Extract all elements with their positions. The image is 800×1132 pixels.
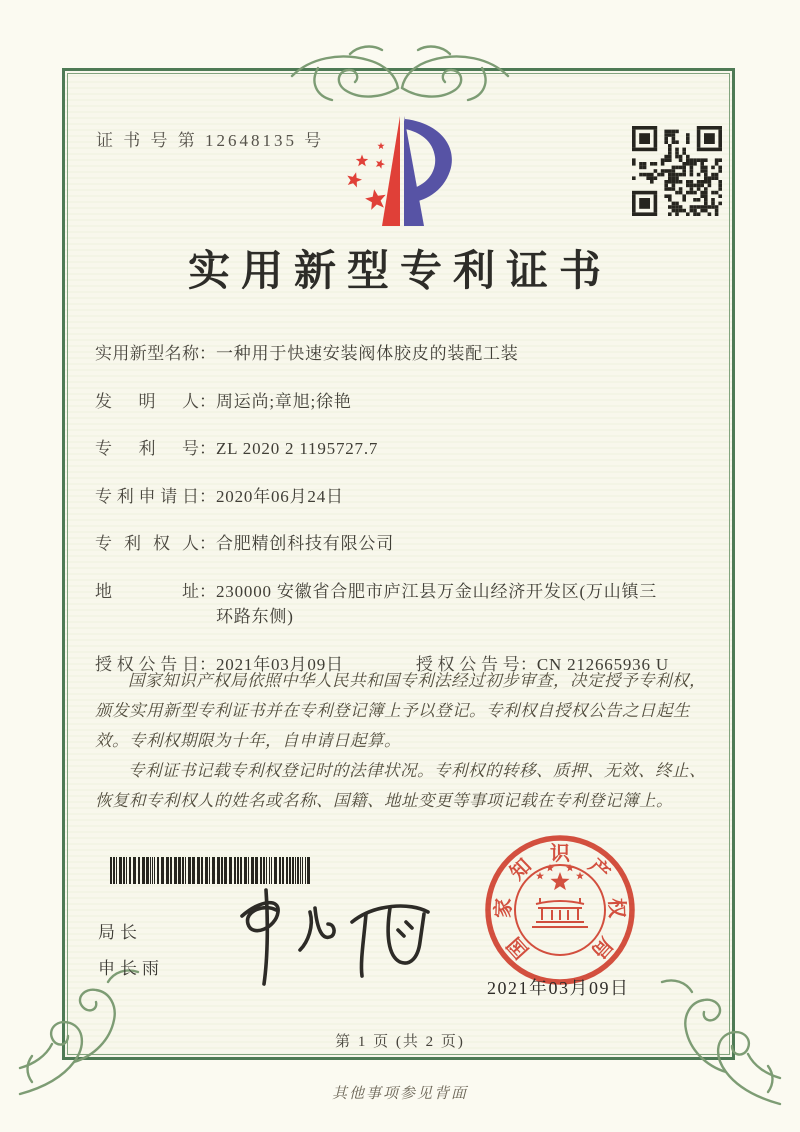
seal-date: 2021年03月09日 [487,978,630,998]
field-label: 授权公告日 [95,654,199,674]
field-value: CN 212665936 U [536,654,669,674]
director-title: 局长 [98,923,142,942]
field-value: ZL 2020 2 1195727.7 [216,439,379,458]
field-row-inventors [95,389,713,415]
svg-text:产: 产 [584,854,614,885]
field-label: 发明人 [95,391,199,411]
logo-tower-left [382,116,400,226]
field-value: 周运尚;章旭;徐艳 [216,391,352,411]
qr-code [632,126,722,216]
field-label: 专利申请日 [95,486,199,506]
svg-text:权: 权 [604,897,628,919]
colon: ： [199,439,216,458]
colon: ： [199,344,216,363]
colon: ： [199,391,216,411]
colon: ： [199,486,216,506]
cnipa-logo [334,112,470,232]
field-label: 实用新型名称 [95,344,199,363]
field-value: 一种用于快速安装阀体胶皮的装配工装 [216,344,519,363]
colon: ： [199,654,216,674]
field-row-patentee [95,531,713,557]
field-row-patent-number [95,436,713,462]
svg-text:知: 知 [506,854,536,885]
svg-text:国: 国 [503,932,534,963]
field-row-filing-date [95,484,713,510]
back-note: 其他事项参见背面 [331,1086,468,1102]
director-signature [212,878,447,996]
certificate-number: 证 书 号 第 12648135 号 [96,131,325,150]
field-row-address [95,579,713,630]
colon: ： [519,654,537,674]
field-label: 授权公告号 [415,654,520,674]
certificate-title: 实用新型专利证书 [187,249,612,295]
director-name: 申长雨 [98,959,164,978]
field-value: 230000 安徽省合肥市庐江县万金山经济开发区(万山镇三环路东侧) [216,581,658,626]
field-list [95,341,713,677]
colon: ： [199,581,216,601]
field-row-name [95,341,713,367]
legal-paragraph-1: 国家知识产权局依照中华人民共和国专利法经过初步审查，决定授予专利权，颁发实用新型专利证书并在专利登记簿上予以登记。专利权自授权公告之日起生效。专利权期限为十年，自申请日起算。 [95,671,706,751]
legal-text [95,666,713,816]
svg-text:识: 识 [550,843,570,865]
colon: ： [199,534,216,553]
legal-paragraph-2: 专利证书记载专利权登记时的法律状况。专利权的转移、质押、无效、终止、恢复和专利权人的姓名或名称、国籍、地址变更等事项记载在专利登记簿上。 [95,761,706,811]
field-label: 专利权人 [95,534,199,553]
svg-text:局: 局 [586,932,617,963]
page-number: 第 1 页 (共 2 页) [335,1034,465,1050]
field-label: 地址 [95,581,199,601]
svg-text:家: 家 [492,897,516,919]
seal-emblem-gate-icon [532,898,588,927]
field-value: 2021年03月09日 [216,654,344,674]
official-seal [478,828,642,992]
field-value: 合肥精创科技有限公司 [216,534,394,553]
field-value: 2020年06月24日 [216,486,344,506]
field-label: 专利号 [95,439,199,458]
logo-stars-icon [347,142,385,210]
